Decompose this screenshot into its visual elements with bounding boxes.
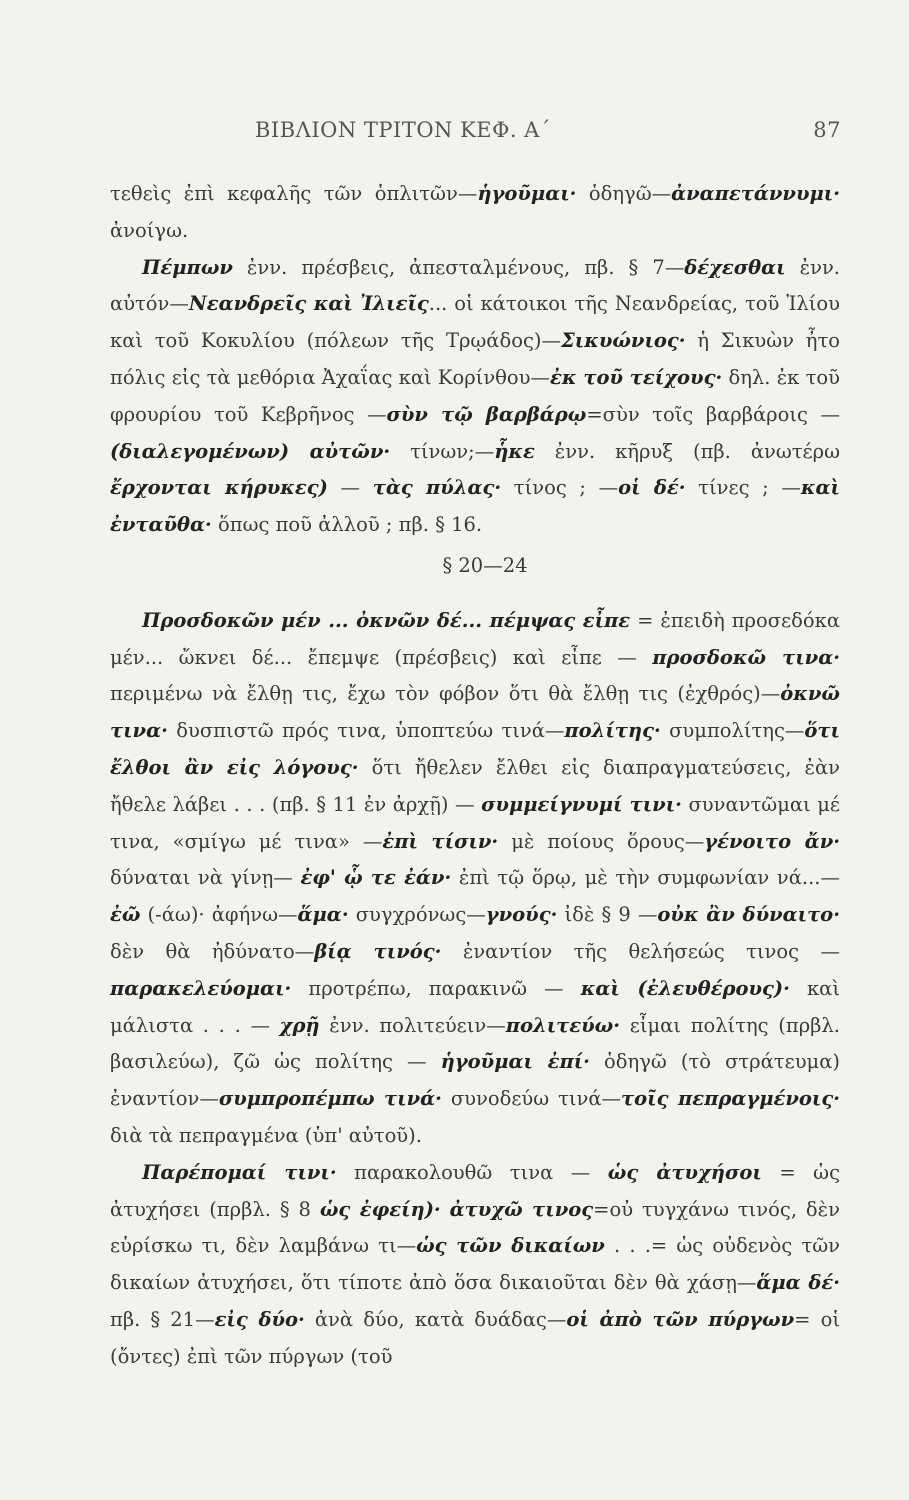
lemma-term: ἐπὶ τίσιν· xyxy=(382,829,499,853)
gloss-text: μὲ ποίους ὅρους— xyxy=(498,829,705,853)
lemma-term: γένοιτο ἄν· xyxy=(704,829,841,853)
lemma-term: ἡγοῦμαι· xyxy=(477,182,577,205)
lemma-term: ἡγοῦμαι ἐπί· xyxy=(440,1050,590,1074)
lemma-term: καὶ (ἐλευθέρους)· xyxy=(580,976,790,1000)
lemma-term: ἐφ' ᾧ τε ἐάν· xyxy=(300,866,452,890)
lemma-term: Νεανδρεῖς καὶ Ἰλιεῖς xyxy=(188,292,429,316)
gloss-text: τίνων;— xyxy=(390,439,495,463)
gloss-text: προτρέπω, παρακινῶ — xyxy=(291,976,581,1000)
gloss-text: συναντῶμαι μέ τινα, «σμίγω μέ τινα» — xyxy=(110,792,840,853)
lemma-term: οὐκ ἂν δύναιτο· xyxy=(657,903,840,927)
gloss-text: παρακολουθῶ τινα — xyxy=(336,1160,608,1184)
gloss-text: . . .= ὡς οὐδενὸς τῶν δικαίων ἀτυχήσει, ὅτι τίποτε ἀπὸ ὅσα δικαιοῦται δὲν θὰ χάσῃ— xyxy=(110,1234,840,1295)
lemma-term: ἀναπετάννυμι· xyxy=(671,182,840,205)
gloss-text: ἀνοίγω. xyxy=(110,218,189,242)
lemma-term: (διαλεγομένων) αὐτῶν· xyxy=(110,439,391,463)
gloss-text: ἐπὶ τῷ ὅρῳ, μὲ τὴν συμφωνίαν νά...— xyxy=(451,866,840,890)
page-number: 87 xyxy=(813,118,841,142)
gloss-text: ἐνν. αὐτόν— xyxy=(110,255,840,316)
lemma-term: παρακελεύομαι· xyxy=(110,976,292,1000)
lemma-term: ἔρχονται κήρυκες) xyxy=(110,476,328,500)
gloss-text: πβ. § 21— xyxy=(110,1307,215,1331)
gloss-text: ἐνν. κῆρυξ (πβ. ἀνωτέρω xyxy=(534,439,840,463)
gloss-text: ἡ Σικυὼν ἦτο πόλις εἰς τὰ μεθόρια Ἀχαΐας καὶ Κορίνθου— xyxy=(110,329,841,389)
gloss-text: ὁδηγῶ (τὸ στράτευμα) ἐναντίον— xyxy=(110,1050,840,1111)
gloss-text: = ὡς ἀτυχήσει (πρβλ. § 8 xyxy=(110,1160,840,1221)
gloss-text: δύναται νὰ γίνῃ— xyxy=(110,866,301,890)
gloss-text: δὲν θὰ ἠδύνατο— xyxy=(110,939,315,963)
paragraph xyxy=(110,603,840,1155)
gloss-text: καὶ μάλιστα . . . — xyxy=(110,976,840,1037)
lemma-term: τοῖς πεπραγμένοις· xyxy=(621,1087,840,1111)
gloss-text: εἶμαι πολίτης (πρβλ. βασιλεύω), ζῶ ὡς πολίτης — xyxy=(110,1013,840,1074)
gloss-text: ἀνὰ δύο, κατὰ δυάδας— xyxy=(304,1307,567,1331)
lemma-term: βίᾳ τινός· xyxy=(314,939,442,963)
gloss-text: ὅπως ποῦ ἀλλοῦ ; πβ. § 16. xyxy=(211,513,483,537)
lemma-term: Παρέπομαί τινι· xyxy=(142,1160,337,1184)
lemma-term: πολίτης· xyxy=(564,719,661,743)
lemma-term: ὡς ἀτυχήσοι xyxy=(607,1160,762,1184)
paragraph xyxy=(110,1155,840,1376)
lemma-term: οἱ ἀπὸ τῶν πύργων xyxy=(566,1307,795,1331)
gloss-text: ὅτι ἤθελεν ἔλθει εἰς διαπραγματεύσεις, ἐὰν ἤθελε λάβει . . . (πβ. § 11 ἐν ἀρχῇ) — xyxy=(110,755,840,816)
gloss-text: = ἐπειδὴ προσεδόκα μέν... ὤκνει δέ... ἔπεμψε (πρέσβεις) καὶ εἶπε — xyxy=(110,608,840,669)
lemma-term: ὡς ἐφείη)· xyxy=(319,1197,441,1221)
lemma-term: προσδοκῶ τινα· xyxy=(652,645,840,669)
gloss-text: συνοδεύω τινά— xyxy=(441,1087,622,1111)
lemma-term: ἐκ τοῦ τείχους· xyxy=(550,365,723,389)
lemma-term: συμπροπέμπω τινά· xyxy=(218,1087,442,1111)
gloss-text: ἐνν. πρέσβεις, ἀπεσταλμένους, πβ. § 7— xyxy=(232,255,685,279)
gloss-text: συμπολίτης— xyxy=(660,719,805,743)
gloss-text: ἰδὲ § 9 — xyxy=(557,903,658,927)
gloss-text: =οὐ τυγχάνω τινός, δὲν εὑρίσκω τι, δὲν λαμβάνω τι— xyxy=(110,1197,840,1258)
gloss-text: = οἱ (ὄντες) ἐπὶ τῶν πύργων (τοῦ xyxy=(110,1307,840,1368)
gloss-text: συγχρόνως— xyxy=(348,903,486,927)
lemma-term: ἀτυχῶ τινος xyxy=(449,1197,594,1221)
lemma-term: ὅτι ἔλθοι ἂν εἰς λόγους· xyxy=(110,719,840,779)
lemma-term: ἧκε xyxy=(494,439,535,463)
lemma-term: δέχεσθαι xyxy=(684,255,786,279)
lemma-term: τὰς πύλας· xyxy=(372,476,502,500)
lemma-term: ἅμα· xyxy=(297,903,349,927)
lemma-term: σὺν τῷ βαρβάρῳ xyxy=(386,402,587,426)
lemma-term: εἰς δύο· xyxy=(214,1307,305,1331)
gloss-text: περιμένω νὰ ἔλθῃ τις, ἔχω τὸν φόβον ὅτι θὰ ἔλθῃ τις (ἐχθρός)— xyxy=(110,682,781,706)
commentary-text xyxy=(110,176,840,1376)
lemma-term: συμμείγνυμί τινι· xyxy=(481,792,682,816)
lemma-term: Σικυώνιος· xyxy=(561,329,686,353)
lemma-term: ὡς τῶν δικαίων xyxy=(416,1234,605,1258)
lemma-term: καὶ ἐνταῦθα· xyxy=(110,476,840,537)
gloss-text: τίνες ; — xyxy=(685,476,801,500)
gloss-text: ... οἱ κάτοικοι τῆς Νεανδρείας, τοῦ Ἰλίου καὶ τοῦ Κοκυλίου (πόλεων τῆς Τρῳάδος)— xyxy=(110,292,840,353)
gloss-text: δηλ. ἐκ τοῦ φρουρίου τοῦ Κεβρῆνος — xyxy=(110,365,840,426)
lemma-term: Προσδοκῶν μέν ... ὀκνῶν δέ... πέμψας εἶπε xyxy=(142,608,631,632)
gloss-text: διὰ τὰ πεπραγμένα (ὑπ' αὐτοῦ). xyxy=(110,1123,422,1147)
gloss-text: τίνος ; — xyxy=(501,476,619,500)
paragraph xyxy=(110,176,840,250)
gloss-text: δυσπιστῶ πρός τινα, ὑποπτεύω τινά— xyxy=(167,719,565,743)
gloss-text: — xyxy=(327,476,373,500)
gloss-text: ὁδηγῶ— xyxy=(576,182,672,205)
lemma-term: χρῇ xyxy=(279,1013,320,1037)
lemma-term: οἱ δέ· xyxy=(618,476,686,500)
lemma-term: ὀκνῶ τινα· xyxy=(110,682,840,743)
lemma-term: γνούς· xyxy=(485,903,558,927)
running-title: ΒΙΒΛΙΟΝ ΤΡΙΤΟΝ ΚΕΦ. Α΄ xyxy=(255,118,551,142)
gloss-text: τεθεὶς ἐπὶ κεφαλῆς τῶν ὁπλιτῶν— xyxy=(110,182,478,205)
lemma-term: πολιτεύω· xyxy=(505,1013,621,1037)
section-heading: § 20—24 xyxy=(442,553,528,577)
lemma-term: Πέμπων xyxy=(142,255,233,279)
lemma-term: ἐῶ xyxy=(110,903,141,927)
gloss-text: (-άω)· ἀφήνω— xyxy=(140,903,298,927)
paragraph xyxy=(110,250,840,544)
gloss-text: =σὺν τοῖς βαρβάροις — xyxy=(586,402,840,426)
gloss-text: ἐνν. πολιτεύειν— xyxy=(319,1013,506,1037)
lemma-term: ἅμα δέ· xyxy=(756,1271,840,1295)
gloss-text: ἐναντίον τῆς θελήσεώς τινος — xyxy=(441,939,840,963)
gloss-text xyxy=(441,1198,450,1221)
